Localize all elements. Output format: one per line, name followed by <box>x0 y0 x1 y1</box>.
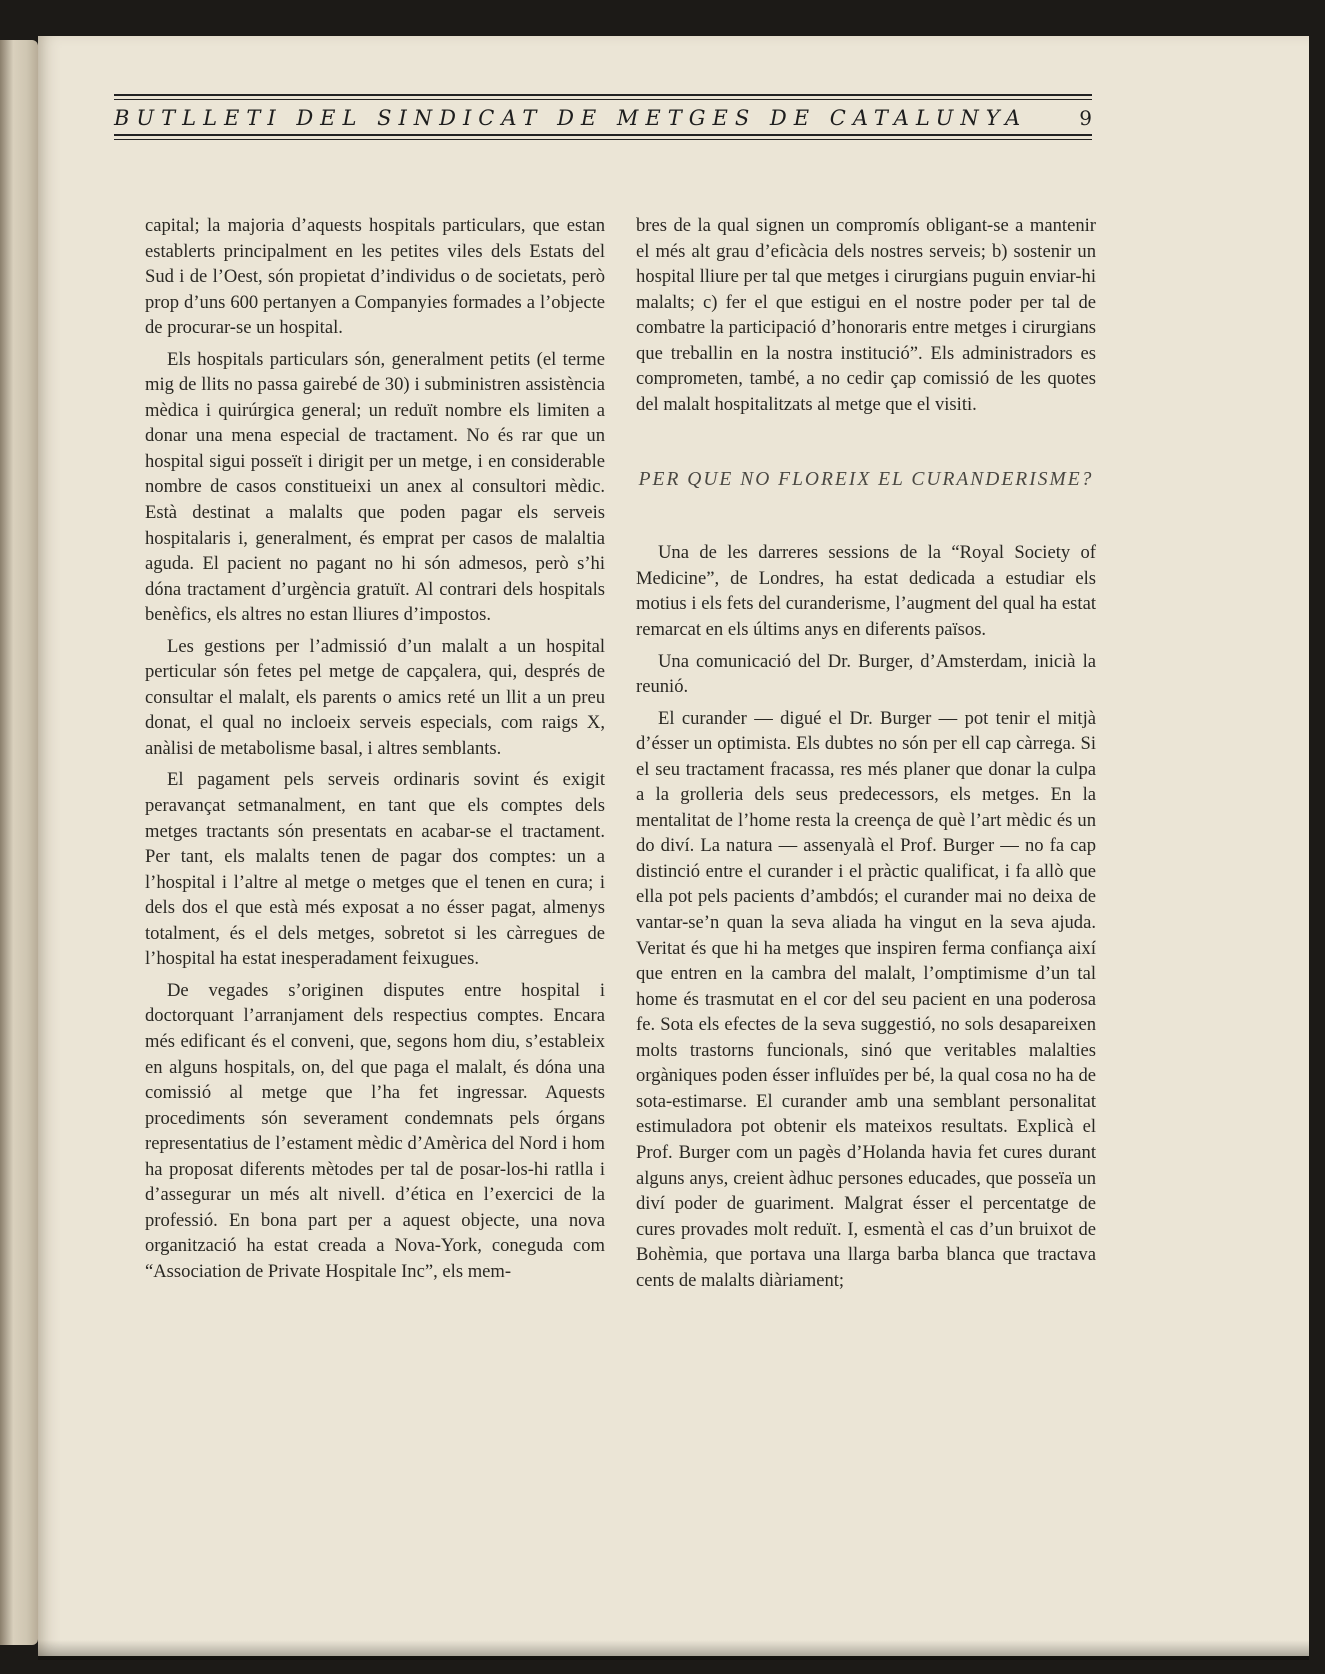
paragraph: Les gestions per l’admissió d’un malalt a un hospital perticular són fetes pel metge de capçalera, qui, després de consultar el malalt, els parents o amics reté un llit a un preu donat, el qual no incloeix serveis especials, com raigs X, anàlisi de metabolisme basal, i altres semblants. <box>145 635 605 759</box>
left-column <box>145 213 605 1290</box>
paragraph: bres de la qual signen un compromís obligant-se a mantenir el més alt grau d’eficàcia dels nostres serveis; b) sostenir un hospital lliure per tal que metges i cirurgians puguin enviar-hi malalts; c) fer el que estigui en el nostre poder per tal de combatre la participació d’honoraris entre metges i cirurgians que treballin en la nostra institució”. Els administradors es comprometen, també, a no cedir çap comissió de les quotes del malalt hospitalitzats al metge que el visiti. <box>636 215 1096 415</box>
paragraph: Una de les darreres sessions de la “Royal Society of Medicine”, de Londres, ha estat dedicada a estudiar els motius i els fets del curanderisme, l’augment del qual ha estat remarcat en els últims anys en diferents països. <box>636 542 1096 641</box>
paragraph: El curander — digué el Dr. Burger — pot tenir el mitjà d’ésser un optimista. Els dubtes no són per ell cap càrrega. Si el seu tractament fracassa, res més planer que donar la culpa a la grolleria dels seus predecessors, els metges. En la mentalitat de l’home resta la creença de què l’art mèdic és un do diví. La natura — assenyalà el Prof. Burger — no fa cap distinció entre el curander i el pràctic qualificat, i fa allò que ella pot pels pacients d’ambdós; el curander mai no deixa de vantar-se’n quan la seva aliada ha vingut en la seva ajuda. Veritat és que hi ha metges que inspiren ferma confiança així que entren en la cambra del malalt, l’omptimisme d’un tal home és trasmutat en el cor del seu pacient en una poderosa fe. Sota els efectes de la seva suggestió, no sols desapareixen molts trastorns funcionals, sinó que veritables malalties orgàniques poden ésser influïdes per bé, la qual cosa no ha de sota-estimarse. El curander amb una semblant personalitat estimuladora pot obtenir els mateixos resultats. Explicà el Prof. Burger com un pagès d’Holanda havia fet cures durant alguns anys, creient àdhuc persones educades, que posseïa un diví poder de guariment. Malgrat ésser el percentatge de cures provades molt reduït. I, esmentà el cas d’un bruixot de Bohèmia, que portava una llarga barba blanca que tractava cents de malalts diàriament; <box>636 707 1096 1291</box>
journal-title: BUTLLETI DEL SINDICAT DE METGES DE CATALUNYA <box>114 106 1028 130</box>
paragraph: El pagament pels serveis ordinaris sovint és exigit peravançat setmanalment, en tant que els comptes dels metges tractants són presentats en acabar-se el tractament. Per tant, els malalts tenen de pagar dos comptes: un a l’hospital i l’altre al metge o metges que el tenen en cura; i dels dos el que està més exposat a no ésser pagat, almenys totalment, és el dels metges, sobretot si les càrregues de l’hospital ha estat inesperadament feixugues. <box>145 769 605 970</box>
previous-page-edge <box>0 40 38 1645</box>
paragraph: Una comunicació del Dr. Burger, d’Amsterdam, inicià la reunió. <box>636 650 1096 698</box>
paragraph: Els hospitals particulars són, generalment petits (el terme mig de llits no passa gairebé de 30) i subministren assistència mèdica i quirúrgica general; un reduït nombre els limiten a donar una mena especial de tractament. No és rar que un hospital sigui posseït i dirigit per un metge, i en considerable nombre de casos constitueixi un anex al consultori mèdic. Està destinat a malalts que poden pagar els serveis hospitalaris i, generalment, és emprat per casos de malaltia aguda. El pacient no pagant no hi són admesos, però s’hi dóna tractament d’urgència gratuït. Al contrari dels hospitals benèfics, els altres no estan lliures d’impostos. <box>145 348 605 626</box>
running-header <box>114 94 1092 140</box>
header-bottom-rule <box>114 134 1092 140</box>
header-row <box>114 100 1092 134</box>
page-number: 9 <box>1079 106 1092 130</box>
right-column <box>636 213 1096 1299</box>
page-bottom-shadow <box>38 1640 1309 1660</box>
paragraph: De vegades s’originen disputes entre hospital i doctorquant l’arranjament dels respectius comptes. Encara més edificant és el conveni, que, segons hom diu, s’estableix en alguns hospitals, on, del que paga el malalt, és dóna una comissió al metge que l’ha fet ingressar. Aquests procediments són severament condemnats pels órgans representatius de l’estament mèdic d’Amèrica del Nord i hom ha proposat diferents mètodes per tal de posar-los-hi ratlla i d’assegurar un més alt nivell. d’ética en l’exercici de la professió. En bona part per a aquest objecte, una nova organització ha estat creada a Nova-York, coneguda com “Association de Private Hospitale Inc”, els mem- <box>145 979 605 1282</box>
section-title: PER QUE NO FLOREIX EL CURANDERISME? <box>638 469 1094 491</box>
paragraph: capital; la majoria d’aquests hospitals particulars, que estan establerts principalment en les petites viles dels Estats del Sud i de l’Oest, són propietat d’individus o de societats, però prop d’uns 600 pertanyen a Companyies formades a l’objecte de procurar-se un hospital. <box>145 215 605 339</box>
